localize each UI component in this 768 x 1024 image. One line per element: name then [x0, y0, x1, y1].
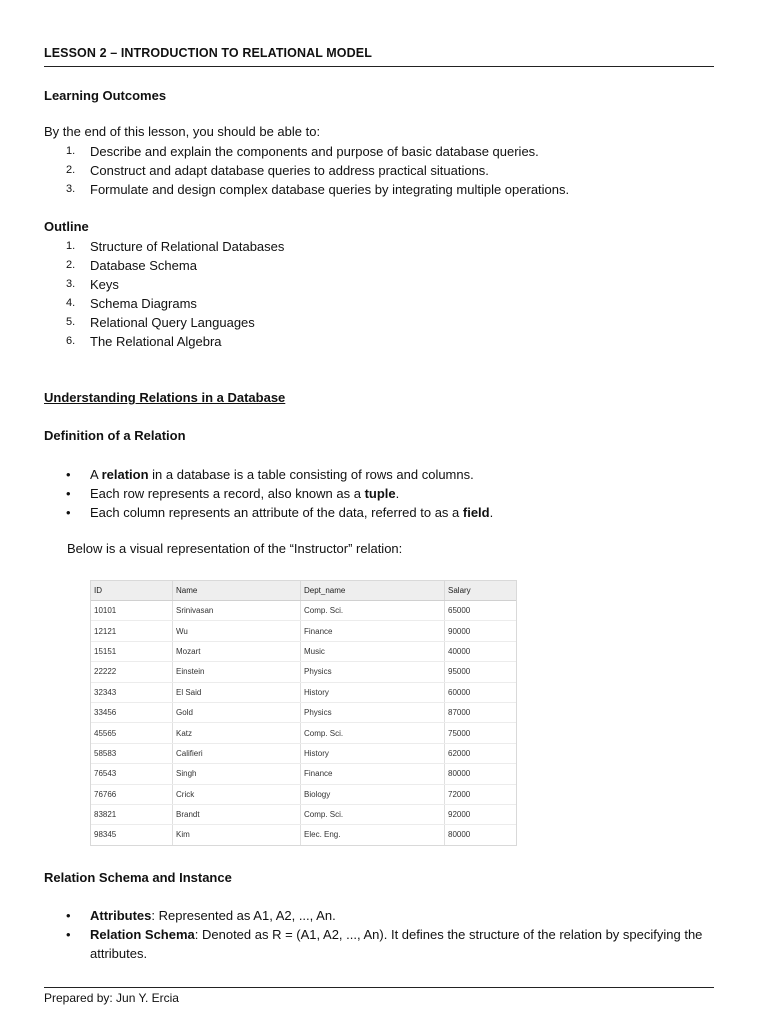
definition-heading: Definition of a Relation: [44, 428, 186, 443]
bullet-icon: •: [66, 505, 71, 520]
list-item: • Each column represents an attribute of the data, referred to as a field.: [66, 505, 494, 520]
bullet-icon: •: [66, 908, 71, 923]
table-cell: Comp. Sci.: [301, 723, 445, 743]
table-cell: 72000: [445, 784, 517, 804]
table-cell: Brandt: [173, 804, 301, 824]
column-header: Name: [173, 581, 301, 601]
table-cell: 10101: [91, 601, 173, 621]
table-cell: Mozart: [173, 641, 301, 661]
table-cell: 80000: [448, 830, 471, 840]
table-row: [91, 723, 516, 743]
table-cell: 15151: [91, 641, 173, 661]
table-header-row: [91, 581, 516, 601]
document-page: [44, 0, 714, 1024]
table-caption: Below is a visual representation of the “Instructor” relation:: [67, 541, 403, 556]
outline-heading: Outline: [44, 219, 89, 234]
learning-outcomes-list: [44, 142, 569, 199]
bullet-icon: •: [66, 486, 71, 501]
schema-instance-heading: Relation Schema and Instance: [44, 870, 232, 885]
table-cell: 62000: [445, 743, 517, 763]
list-item: 3. Formulate and design complex database queries by integrating multiple operations.: [66, 182, 570, 197]
table-cell: Katz: [173, 723, 301, 743]
table-cell: 98345: [91, 825, 173, 845]
instructor-table: [90, 580, 517, 846]
list-item: • A relation in a database is a table consisting of rows and columns.: [66, 467, 474, 482]
column-header: Dept_name: [301, 581, 445, 601]
footer-text: Prepared by: Jun Y. Ercia: [44, 991, 179, 1005]
list-item: 2. Construct and adapt database queries to address practical situations.: [66, 163, 489, 178]
table-row: [91, 601, 516, 621]
table-row: [91, 641, 516, 661]
table-cell: 80000: [445, 764, 517, 784]
list-item: 1. Structure of Relational Databases: [66, 239, 285, 254]
understanding-relations-heading: Understanding Relations in a Database: [44, 390, 286, 405]
list-item: 6. The Relational Algebra: [66, 334, 222, 349]
header-rule: [44, 66, 714, 67]
table-cell: Crick: [173, 784, 301, 804]
table-row: [91, 702, 516, 722]
table-cell: 65000: [445, 601, 517, 621]
list-item: 4. Schema Diagrams: [66, 296, 197, 311]
table-cell: 40000: [445, 641, 517, 661]
list-item: • Relation Schema: Denoted as R = (A1, A2, ..., An). It defines the structure of the relation by specifying the attributes.: [66, 927, 703, 961]
table-cell: 90000: [445, 621, 517, 641]
table-cell: 22222: [91, 662, 173, 682]
column-header: ID: [91, 581, 173, 601]
list-item: • Each row represents a record, also known as a tuple.: [66, 486, 400, 501]
table-row: [91, 825, 516, 845]
table-cell: 60000: [445, 682, 517, 702]
table-cell: History: [301, 682, 445, 702]
list-item: 2. Database Schema: [66, 258, 197, 273]
table-row: [91, 743, 516, 763]
learning-outcomes-heading: Learning Outcomes: [44, 88, 167, 103]
table-cell: 92000: [445, 804, 517, 824]
table-row: [91, 804, 516, 824]
learning-outcomes-intro: By the end of this lesson, you should be able to:: [44, 124, 321, 139]
table-cell: Music: [301, 641, 445, 661]
table-cell: Wu: [173, 621, 301, 641]
table-cell: Elec. Eng.: [301, 825, 445, 845]
list-item: • Attributes: Represented as A1, A2, ..., An.: [66, 908, 336, 923]
lesson-title: LESSON 2 – INTRODUCTION TO RELATIONAL MODEL: [44, 46, 372, 60]
outline-list: [44, 237, 284, 351]
table-cell: Comp. Sci.: [301, 601, 445, 621]
table-cell: El Said: [173, 682, 301, 702]
list-item: 1. Describe and explain the components and purpose of basic database queries.: [66, 144, 539, 159]
table-cell: 45565: [91, 723, 173, 743]
table-cell: Finance: [301, 621, 445, 641]
table-cell: Califieri: [173, 743, 301, 763]
table-cell: 87000: [445, 702, 517, 722]
table-cell: 58583: [91, 743, 173, 763]
table-cell: Srinivasan: [173, 601, 301, 621]
definition-bullets: [44, 465, 714, 522]
table-cell: 12121: [91, 621, 173, 641]
schema-bullets: [44, 906, 714, 963]
footer-rule: [44, 987, 714, 988]
table-cell: 76766: [91, 784, 173, 804]
table-row: [91, 764, 516, 784]
table-cell: Finance: [301, 764, 445, 784]
table-cell: Physics: [301, 662, 445, 682]
table-cell: Gold: [173, 702, 301, 722]
table-row: [91, 621, 516, 641]
table-cell: Kim: [173, 825, 301, 845]
column-header: Salary: [445, 581, 517, 601]
table-row: [91, 682, 516, 702]
table-cell: 32343: [91, 682, 173, 702]
table-cell: Biology: [301, 784, 445, 804]
table-row: [91, 662, 516, 682]
table-row: [91, 784, 516, 804]
table-cell: 76543: [91, 764, 173, 784]
list-item: 5. Relational Query Languages: [66, 315, 255, 330]
table-cell: Comp. Sci.: [301, 804, 445, 824]
bullet-icon: •: [66, 927, 71, 942]
table-cell: Einstein: [173, 662, 301, 682]
table-cell: Singh: [173, 764, 301, 784]
table-cell: 95000: [445, 662, 517, 682]
table-cell: 33456: [91, 702, 173, 722]
table-cell: 75000: [445, 723, 517, 743]
list-item: 3. Keys: [66, 277, 119, 292]
bullet-icon: •: [66, 467, 71, 482]
table-cell: 83821: [91, 804, 173, 824]
table-cell: Physics: [301, 702, 445, 722]
table-cell: History: [301, 743, 445, 763]
